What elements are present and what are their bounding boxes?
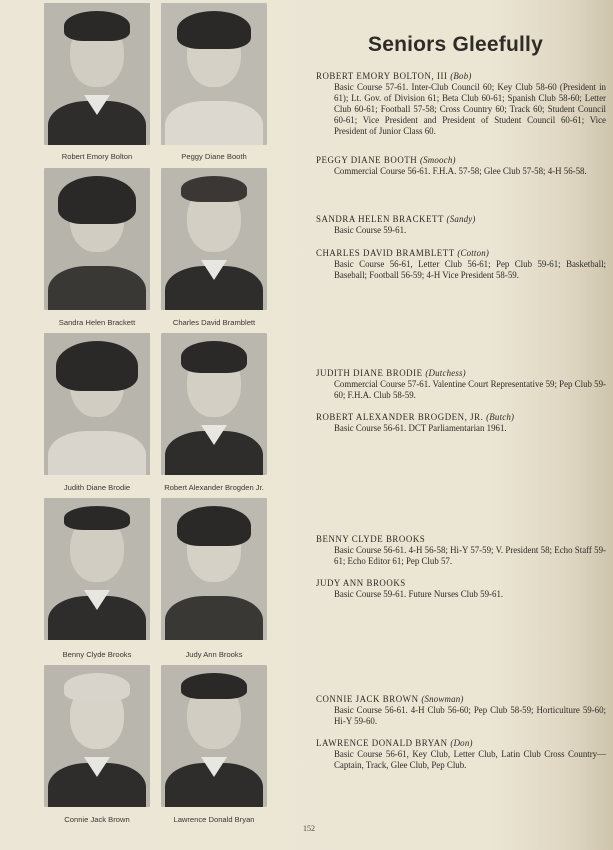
portrait-photo	[161, 168, 267, 310]
senior-entry	[316, 248, 606, 281]
senior-nickname: (Sandy)	[446, 214, 476, 224]
senior-name: BENNY CLYDE BROOKS	[316, 534, 426, 544]
portrait-photo	[161, 3, 267, 145]
senior-name: ROBERT EMORY BOLTON, III	[316, 71, 448, 81]
portrait-photo	[44, 168, 150, 310]
senior-nickname: (Smooch)	[420, 155, 456, 165]
page-number: 152	[303, 824, 315, 833]
senior-activities: Basic Course 56-61, Letter Club 56-61; Pep Club 59-61; Basketball; Baseball; Football 56-59; 4-H Vice President 58-59.	[334, 259, 606, 280]
portrait-caption: Charles David Bramblett	[172, 318, 256, 327]
portrait-photo	[161, 333, 267, 475]
portrait-caption: Robert Emory Bolton	[61, 152, 133, 161]
senior-nickname: (Snowman)	[421, 694, 464, 704]
senior-activities: Basic Course 59-61.	[334, 225, 407, 235]
senior-name: PEGGY DIANE BOOTH	[316, 155, 418, 165]
senior-name: SANDRA HELEN BRACKETT	[316, 214, 444, 224]
portrait-photo	[161, 498, 267, 640]
portrait-caption: Robert Alexander Brogden Jr.	[164, 483, 264, 492]
portrait-photo	[44, 498, 150, 640]
senior-activities: Commercial Course 57-61. Valentine Court Representative 59; Pep Club 59-60; F.H.A. Club 58-59.	[334, 379, 606, 400]
senior-name: JUDY ANN BROOKS	[316, 578, 406, 588]
portrait-caption: Benny Clyde Brooks	[62, 650, 132, 659]
senior-activities: Commercial Course 56-61. F.H.A. 57-58; Glee Club 57-58; 4-H 56-58.	[334, 166, 587, 176]
senior-entry	[316, 694, 606, 727]
senior-entry	[316, 534, 606, 567]
senior-activities: Basic Course 59-61. Future Nurses Club 59-61.	[334, 589, 504, 599]
senior-entry	[316, 214, 606, 236]
senior-activities: Basic Course 56-61. DCT Parliamentarian 1961.	[334, 423, 507, 433]
portrait-caption: Sandra Helen Brackett	[58, 318, 136, 327]
senior-name: CONNIE JACK BROWN	[316, 694, 419, 704]
portrait-photo	[161, 665, 267, 807]
senior-name: ROBERT ALEXANDER BROGDEN, JR.	[316, 412, 484, 422]
senior-activities: Basic Course 56-61, Key Club, Letter Club, Latin Club Cross Country—Captain, Track, Glee Club, Pep Club.	[334, 749, 606, 770]
senior-nickname: (Butch)	[486, 412, 515, 422]
senior-entry	[316, 578, 606, 600]
portrait-caption: Lawrence Donald Bryan	[173, 815, 255, 824]
senior-entry	[316, 412, 606, 434]
portrait-caption: Judith Diane Brodie	[63, 483, 131, 492]
senior-activities: Basic Course 56-61. 4-H 56-58; Hi-Y 57-59; V. President 58; Echo Staff 59-61; Echo Editor 61; Pep Club 57.	[334, 545, 606, 566]
senior-entry	[316, 155, 606, 177]
senior-entry	[316, 738, 606, 771]
senior-nickname: (Bob)	[450, 71, 472, 81]
portrait-photo	[44, 3, 150, 145]
portrait-photo	[44, 665, 150, 807]
portrait-photo	[44, 333, 150, 475]
senior-nickname: (Don)	[450, 738, 473, 748]
portrait-caption: Connie Jack Brown	[64, 815, 130, 824]
senior-activities: Basic Course 57-61. Inter-Club Council 60; Key Club 58-60 (President in 61); Lt. Gov. of Division 61; Beta Club 60-61; Spanish Club 58-60; Letter Club 60-61; Football 57-58; Cross Country 60; Track 60; Student Council 60-61; Vice President and President of Student Council 60-61; Vice President of Junior Class 60.	[334, 82, 606, 136]
senior-nickname: (Cotton)	[457, 248, 490, 258]
portrait-caption: Judy Ann Brooks	[185, 650, 243, 659]
senior-name: JUDITH DIANE BRODIE	[316, 368, 423, 378]
senior-activities: Basic Course 56-61. 4-H Club 56-60; Pep Club 58-59; Horticulture 59-60; Hi-Y 59-60.	[334, 705, 606, 726]
senior-entry	[316, 71, 606, 137]
page-title: Seniors Gleefully	[368, 33, 543, 56]
portrait-caption: Peggy Diane Booth	[181, 152, 247, 161]
senior-entry	[316, 368, 606, 401]
senior-nickname: (Dutchess)	[425, 368, 466, 378]
senior-name: CHARLES DAVID BRAMBLETT	[316, 248, 455, 258]
senior-name: LAWRENCE DONALD BRYAN	[316, 738, 448, 748]
